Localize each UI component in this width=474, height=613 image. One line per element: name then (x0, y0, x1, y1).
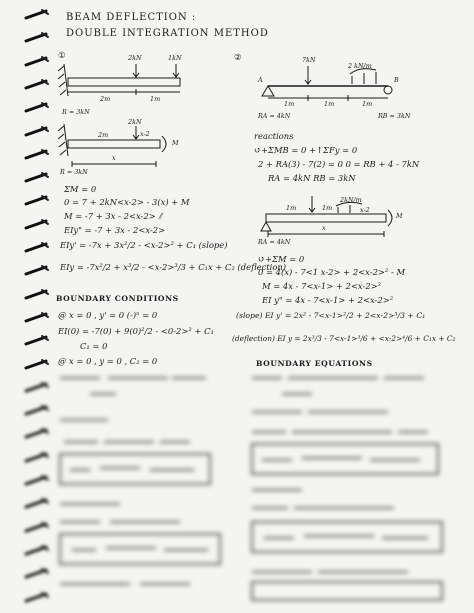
problem-1-number: ① (58, 50, 66, 60)
p1-bc-1: @ x = 0 , y' = 0 (-)ⁿ = 0 (58, 310, 158, 320)
fbd2-x2-label: x-2 (360, 206, 370, 214)
fbd-moment-label: M (172, 139, 179, 147)
load-2kn-label: 2kN (128, 54, 142, 62)
reaction-rb-label: RB = 3kN (378, 112, 411, 120)
point-b-label: B (394, 76, 399, 84)
p1-eq-4: EIy" = -7 + 3x - 2<x-2> (64, 225, 166, 235)
span-3-label: 1m (362, 100, 373, 108)
fbd2-ra-label: RA = 4kN (258, 238, 291, 246)
span-a-label: 2m (100, 95, 111, 103)
fbd-x2-label: x-2 (140, 130, 150, 138)
p2-eq-3: M = 4x - 7<x-1> + 2<x-2>² (262, 281, 382, 291)
span-2-label: 1m (324, 100, 335, 108)
fbd-span-label: 2m (98, 131, 109, 139)
fbd2-x-label: x (322, 224, 326, 232)
p1-eq-1: ƩM = 0 (64, 184, 97, 194)
p2-eq-5: (slope) EI y' = 2x² - 7<x-1>²/2 + 2<x-2>³/3 + C₁ (236, 311, 426, 320)
fbd2-span-b: 1m (322, 204, 333, 212)
point-load-label: 7kN (302, 56, 316, 64)
p1-bc-4: @ x = 0 , y = 0 , C₂ = 0 (58, 356, 158, 366)
pin-support-a (262, 86, 274, 96)
p1-bc-3: C₁ = 0 (80, 341, 108, 351)
p2-bc-heading: BOUNDARY EQUATIONS (256, 359, 373, 368)
p1-eq-3: M = -7 + 3x - 2<x-2> ⫽ (64, 211, 163, 221)
fbd-load-label: 2kN (128, 118, 142, 126)
p2-eq-4: EI y" = 4x - 7<x-1> + 2<x-2>² (262, 295, 394, 305)
fbd-x-label: x (112, 154, 116, 162)
p1-eq-2: 0 = 7 + 2kN<x-2> - 3(x) + M (64, 197, 190, 207)
reactions-heading: reactions (254, 131, 294, 141)
p1-eq-6: EIy = -7x²/2 + x³/2 - <x-2>³/3 + C₁x + C₂ (deflection) (60, 262, 287, 272)
problem-1-beam-diagram (58, 64, 180, 96)
problem-2-free-body-diagram (261, 196, 392, 237)
moment-arc (162, 136, 166, 152)
p2-eq-1: ↺+ƩM = 0 (258, 254, 305, 264)
page-subtitle: DOUBLE INTEGRATION METHOD (66, 28, 269, 39)
p1-bc-heading: BOUNDARY CONDITIONS (56, 294, 179, 303)
distributed-load-label: 2 kN/m (348, 62, 372, 70)
roller-support-b (384, 86, 392, 94)
beam-rect (68, 78, 180, 86)
p1-eq-5: EIy' = -7x + 3x²/2 - <x-2>² + C₁ (slope) (60, 240, 228, 250)
p2-eq-6: (deflection) EI y = 2x³/3 - 7<x-1>³/6 + <x-2>⁴/6 + C₁x + C₂ (232, 334, 456, 343)
p1-bc-2: EI(0) = -7(0) + 9(0)²/2 - <0-2>² + C₁ (58, 326, 214, 336)
fbd-reaction-label: R = 3kN (60, 168, 88, 176)
span-1-label: 1m (284, 100, 295, 108)
reaction-ra-label: RA = 4kN (258, 112, 291, 120)
fbd2-moment-label: M (396, 212, 403, 220)
point-a-label: A (258, 76, 263, 84)
reaction-eq-2: 2 + RA(3) - 7(2) = 0 0 = RB + 4 - 7kN (258, 159, 420, 169)
fbd2-span-a: 1m (286, 204, 297, 212)
reaction-eq-3: RA = 4kN RB = 3kN (268, 173, 356, 183)
p2-eq-2: 0 = 4(x) - 7<1 x-2> + 2<x-2>² - M (258, 267, 406, 277)
fbd2-w-label: 2kN/m (340, 196, 362, 204)
reaction-eq-1: ↺+ƩMB = 0 +↑ƩFy = 0 (254, 145, 358, 155)
load-1kn-label: 1kN (168, 54, 182, 62)
page-title: BEAM DEFLECTION : (66, 12, 197, 23)
blurred-content-right (252, 372, 452, 602)
problem-2-number: ② (234, 52, 242, 62)
span-b-label: 1m (150, 95, 161, 103)
reaction-label: R = 3kN (62, 108, 90, 116)
problem-2-beam-diagram (262, 66, 392, 101)
blurred-content-left (60, 372, 240, 602)
